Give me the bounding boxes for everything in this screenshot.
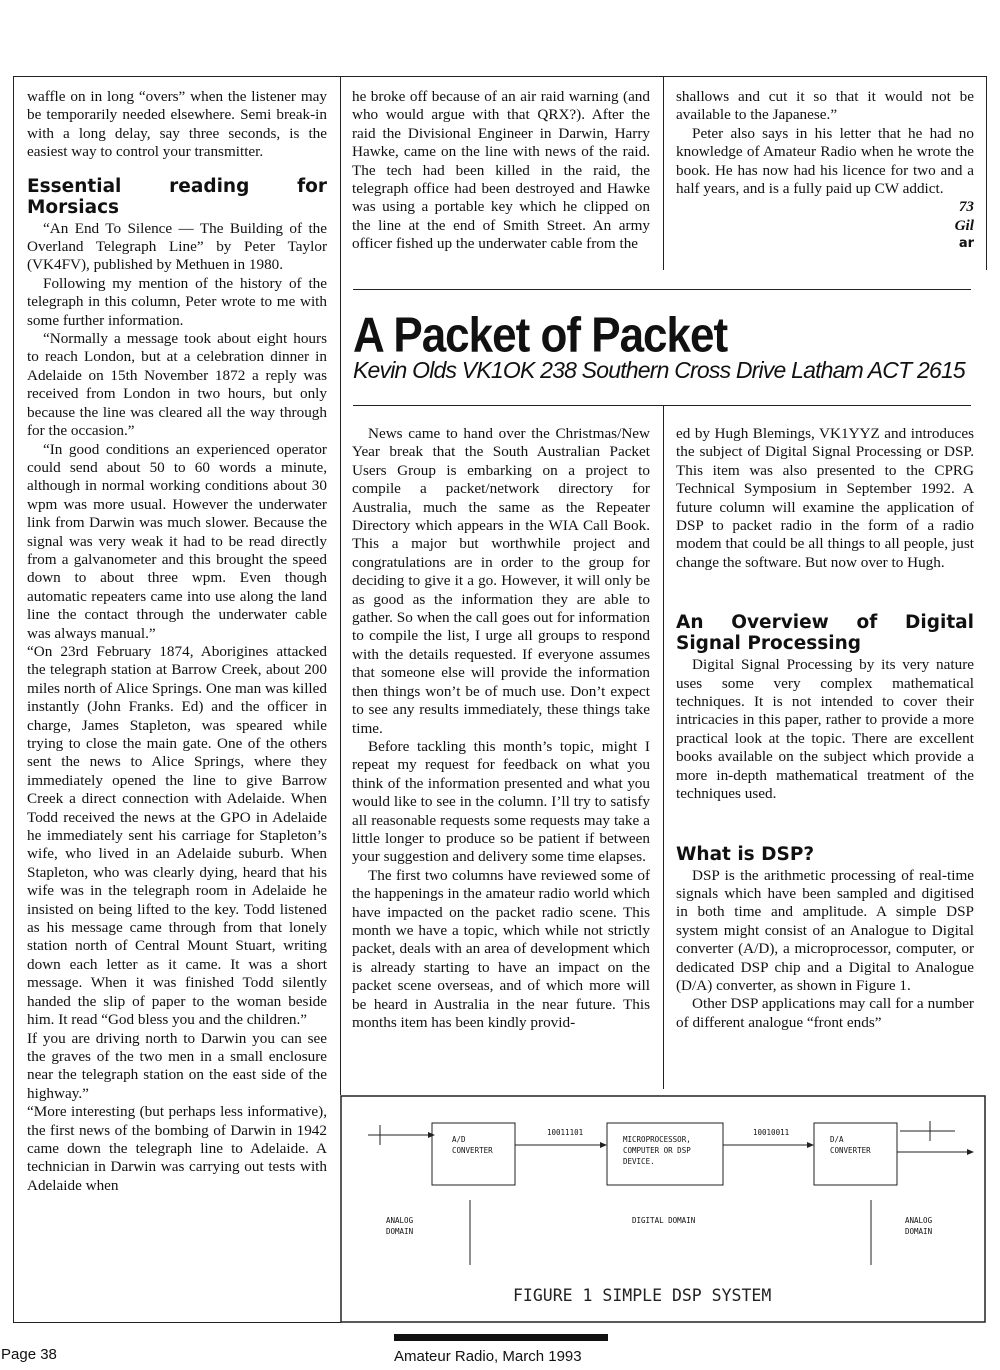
col3-body-paragraph-3: DSP is the arithmetic processing of real-time signals which have been sampled and digitised in both time and amplitude. A simple DSP system might consist of an Analogue to Digital converter (A/D), a microprocessor, computer, or dedicated DSP chip and a Digital to Analogue (D/A) converter, as shown in Figure 1. <box>676 866 974 994</box>
da-label-1: D/A <box>830 1135 844 1144</box>
column-2-top <box>352 88 650 254</box>
col2-body-paragraph-2: Before tackling this month’s topic, might I repeat my request for feedback on what you think of the information presented and what you would like to see in the column. I’ll try to satisfy all reasonable requests some requests may take a little longer to produce so be patient if between your suggestion and delivery some time elapses. <box>352 737 650 866</box>
article-title: A Packet of Packet <box>353 307 728 363</box>
digital-domain-label: DIGITAL DOMAIN <box>632 1216 696 1225</box>
col3-top-paragraph-2: Peter also says in his letter that he had no knowledge of Amateur Radio when he wrote the book. He has now had his licence for two and a half years, and is a fully paid up CW addict. <box>676 124 974 198</box>
title-rule-top <box>353 289 971 290</box>
col1-paragraph-3: Following my mention of the history of the telegraph in this column, Peter wrote to me with some further information. <box>27 274 327 329</box>
col1-paragraph-2: “An End To Silence — The Building of the Overland Telegraph Line” by Peter Taylor (VK4FV), published by Methuen in 1980. <box>27 219 327 274</box>
signoff-name: Gil <box>954 216 974 234</box>
left-bottom-rule <box>13 1322 341 1323</box>
column-divider-2-top <box>663 76 664 270</box>
ad-label-1: A/D <box>452 1135 466 1144</box>
column-divider-1 <box>340 76 341 1095</box>
analog-domain-left-1: ANALOG <box>386 1216 414 1225</box>
signoff-73: 73 <box>958 198 974 216</box>
magazine-issue: Amateur Radio, March 1993 <box>394 1348 582 1365</box>
heading-what-is-dsp: What is DSP? <box>676 843 815 865</box>
article-byline: Kevin Olds VK1OK 238 Southern Cross Drive Latham ACT 2615 <box>353 357 965 383</box>
col1-paragraph-1: waffle on in long “overs” when the listener may be temporarily needed elsewhere. Semi break-in with a long delay, say three seconds, is the easiest way to control your transmitter. <box>27 88 327 161</box>
col3-body-paragraph-2: Digital Signal Processing by its very nature uses some very complex mathematical techniques. It is not intended to cover their intricacies in this paper, rather to provide a more practical look at the topic. There are excellent books available on the subject which provide a more in-depth mathematical treatment of the techniques used. <box>676 656 974 803</box>
analog-domain-right-1: ANALOG <box>905 1216 933 1225</box>
figure-dsp-diagram <box>340 1095 986 1323</box>
micro-label-1: MICROPROCESSOR, <box>623 1135 691 1144</box>
column-3-body <box>676 425 974 1032</box>
bits-2: 10010011 <box>753 1128 790 1137</box>
col1-paragraph-5: “In good conditions an experienced operator could send about 50 to 60 words a minute, although in normal working conditions about 30 wpm was more usual. However the underwater link from Darwin was much slower. Because the signal was very weak it had to be read directly from a galvanometer and this brought the speed down to about three wpm. Even though automatic repeaters came into use along the land line the contact through the underwater cable was always manual.” <box>27 440 327 642</box>
ad-label-2: CONVERTER <box>452 1146 493 1155</box>
micro-label-2: COMPUTER OR DSP <box>623 1146 691 1155</box>
col1-paragraph-7: If you are driving north to Darwin you can see the graves of the two men in a small enclosure near the telegraph station on the east side of the highway.” <box>27 1029 327 1102</box>
footer-bar <box>394 1334 608 1341</box>
column-1 <box>27 88 327 1195</box>
column-2-body <box>352 425 650 1032</box>
micro-label-3: DEVICE. <box>623 1157 655 1166</box>
column-divider-2-body <box>663 406 664 1089</box>
col1-paragraph-6: “On 23rd February 1874, Aborigines attacked the telegraph station at Barrow Creek, about 200 miles north of Alice Springs. One man was killed instantly (John Franks. Ed) and the officer in charge, James Stapleton, was speared while trying to close the main gate. One of the others sent the news to Alice Springs, where they immediately opened the line to give Barrow Creek a direct connection with Adelaide. When Todd received the news at the GPO in Adelaide he immediately sent his carriage for Stapleton’s wife, who lived in an Adelaide suburb. When Stapleton, who was clearly dying, heard that his wife was in the telegraph room in Adelaide he insisted on being lifted to the key. Todd listened as his message came through from that lonely station north of Central Mount Stuart, writing down each letter as it came. It was a short message. When it was finished Todd silently handed the slip of paper to the woman beside him. It read “God bless you and the children.” <box>27 642 327 1029</box>
arrow-1-icon <box>600 1142 607 1148</box>
da-label-2: CONVERTER <box>830 1146 871 1155</box>
heading-dsp-overview: An Overview of Digital Signal Processing <box>676 612 974 655</box>
analog-domain-right-2: DOMAIN <box>905 1227 933 1236</box>
col3-top-paragraph-1: shallows and cut it so that it would not be available to the Japanese.” <box>676 88 974 124</box>
title-rule-bottom <box>353 405 971 406</box>
col2-body-paragraph-1: News came to hand over the Christmas/New Year break that the South Australian Packet Users Group is embarking on a project to compile a packet/network directory for Australia, much the same as the Repeater Directory which appears in the WIA Call Book. This a major but worthwhile project and congratulations are in order to the group for deciding to give it a go. However, it will only be as good as the information they are able to gather. So when the call goes out for information to compile the list, I urge all groups to respond with the details requested. If everyone assumes that someone else will provide the information then things won’t be of much use. Don’t expect to see any results immediately, these things take time. <box>352 425 650 737</box>
col3-body-paragraph-4: Other DSP applications may call for a number of different analogue “front ends” <box>676 995 974 1031</box>
analog-domain-left-2: DOMAIN <box>386 1227 414 1236</box>
signoff-ar: ar <box>958 236 974 252</box>
right-border-top <box>986 76 987 270</box>
left-border <box>13 76 14 1322</box>
col1-paragraph-4: “Normally a message took about eight hours to reach London, but at a celebration dinner in Adelaide on 15th November 1872 a reply was received from London in two hours, but only because the line was cleared all the way through for the occasion.” <box>27 330 327 440</box>
col2-body-paragraph-3: The first two columns have reviewed some of the happenings in the amateur radio world which have impacted on the packet radio scene. This month we have a topic, which while not strictly packet, deals with an area of development which is already starting to have an impact on the packet scene overseas, and of which more will be heard in Australia in the near future. This months item has been kindly provid- <box>352 866 650 1031</box>
col2-top-paragraph: he broke off because of an air raid warning (and who would argue with that QRX?). After the raid the Divisional Engineer in Darwin, Harry Hawke, came on the line with news of the raid. The tech had been killed in the raid, the telegraph office had been destroyed and Hawke was using a portable key which he clipped on the line at the end of Smith Street. An army officer fished up the underwater cable from the <box>352 88 650 253</box>
col1-paragraph-8: “More interesting (but perhaps less informative), the first news of the bombing of Darwin in 1942 came down the telegraph line to Adelaide. A technician in Darwin was carrying out tests with Adelaide when <box>27 1103 327 1194</box>
heading-essential-reading: Essential reading for Morsiacs <box>27 175 327 218</box>
page-number: Page 38 <box>1 1346 57 1363</box>
bits-1: 10011101 <box>547 1128 584 1137</box>
figure-caption: FIGURE 1 SIMPLE DSP SYSTEM <box>513 1286 772 1305</box>
col3-body-paragraph-1: ed by Hugh Blemings, VK1YYZ and introduces the subject of Digital Signal Processing or DSP. This item was also presented to the CPRG Technical Symposium in September 1992. A future column will examine the application of DSP to packet radio in the form of a radio modem that could be all things to all people, just change the software. But now over to Hugh. <box>676 425 974 571</box>
output-arrow-icon <box>967 1149 974 1155</box>
top-rule <box>13 76 986 77</box>
column-3-top <box>676 88 974 254</box>
arrow-2-icon <box>807 1142 814 1148</box>
